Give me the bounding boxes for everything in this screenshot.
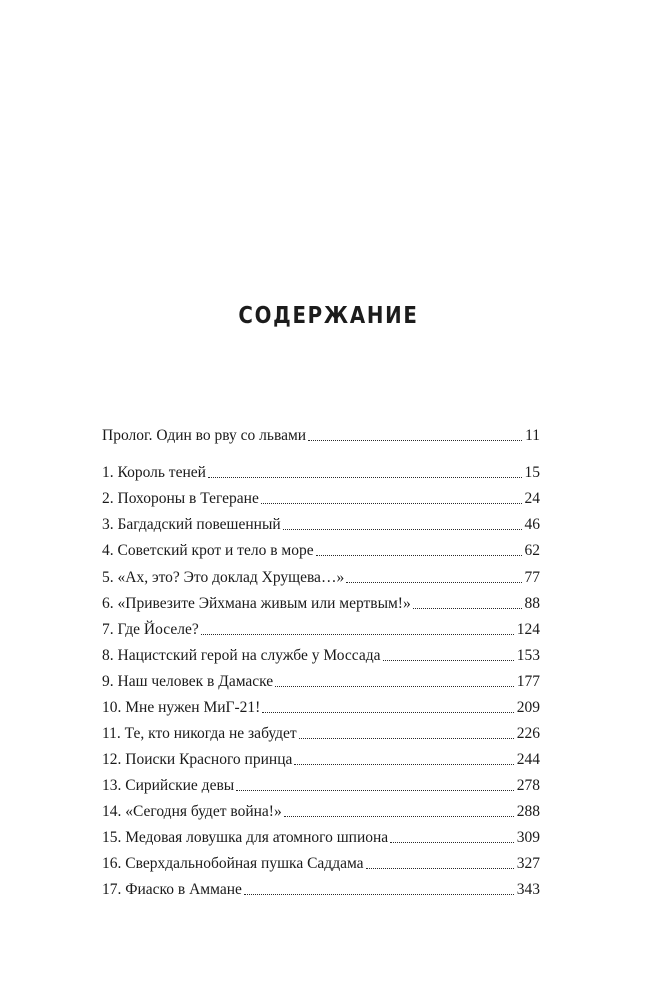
toc-entry-page: 226 xyxy=(516,725,540,742)
toc-entry-page: 209 xyxy=(516,699,540,716)
toc-entry-chapter-4[interactable] xyxy=(102,537,540,561)
page-title: СОДЕРЖАНИЕ xyxy=(238,303,419,329)
toc-entry-chapter-14[interactable] xyxy=(102,798,540,822)
toc-entry-chapter-8[interactable] xyxy=(102,642,540,666)
dot-leader xyxy=(390,842,514,843)
toc-entry-chapter-6[interactable] xyxy=(102,590,540,614)
dot-leader xyxy=(308,440,522,441)
toc-entry-chapter-10[interactable] xyxy=(102,694,540,718)
toc-entry-page: 124 xyxy=(516,621,540,638)
toc-entry-page: 177 xyxy=(516,673,540,690)
toc-entry-label: 8. Нацистский герой на службе у Моссада xyxy=(102,647,381,664)
toc-entry-label: 17. Фиаско в Аммане xyxy=(102,881,242,898)
toc-entry-page: 62 xyxy=(524,542,540,559)
dot-leader xyxy=(299,738,514,739)
dot-leader xyxy=(208,477,522,478)
toc-entry-page: 244 xyxy=(516,751,540,768)
dot-leader xyxy=(275,686,514,687)
toc-entry-chapter-11[interactable] xyxy=(102,720,540,744)
dot-leader xyxy=(283,529,522,530)
dot-leader xyxy=(294,764,513,765)
dot-leader xyxy=(261,503,522,504)
toc-entry-page: 288 xyxy=(516,803,540,820)
toc-entry-label: 3. Багдадский повешенный xyxy=(102,516,281,533)
dot-leader xyxy=(316,555,522,556)
toc-entry-chapter-2[interactable] xyxy=(102,485,540,509)
toc-entry-page: 327 xyxy=(516,855,540,872)
dot-leader xyxy=(236,790,514,791)
toc-entry-page: 278 xyxy=(516,777,540,794)
dot-leader xyxy=(413,608,522,609)
dot-leader xyxy=(366,868,514,869)
toc-entry-label: 1. Король теней xyxy=(102,464,206,481)
toc-entry-label: Пролог. Один во рву со львами xyxy=(102,427,307,444)
toc-entry-label: 9. Наш человек в Дамаске xyxy=(102,673,274,690)
toc-entry-chapter-5[interactable] xyxy=(102,564,540,588)
toc-entry-page: 15 xyxy=(524,464,540,481)
toc-entry-chapter-12[interactable] xyxy=(102,746,540,770)
dot-leader xyxy=(262,712,513,713)
toc-entry-label: 12. Поиски Красного принца xyxy=(102,751,293,768)
dot-leader xyxy=(383,660,514,661)
toc-entry-label: 11. Те, кто никогда не забудет xyxy=(102,725,297,742)
toc-entry-page: 77 xyxy=(524,569,540,586)
toc-entry-chapter-16[interactable] xyxy=(102,850,540,874)
dot-leader xyxy=(244,894,514,895)
toc-entry-label: 13. Сирийские девы xyxy=(102,777,235,794)
toc-entry-label: 10. Мне нужен МиГ-21! xyxy=(102,699,261,716)
dot-leader xyxy=(346,582,521,583)
toc-entry-label: 14. «Сегодня будет война!» xyxy=(102,803,282,820)
toc-entry-label: 2. Похороны в Тегеране xyxy=(102,490,259,507)
toc-entry-chapter-3[interactable] xyxy=(102,511,540,535)
toc-entry-page: 88 xyxy=(524,595,540,612)
toc-entry-label: 5. «Ах, это? Это доклад Хрущева…» xyxy=(102,569,345,586)
toc-entry-chapter-1[interactable] xyxy=(102,459,540,483)
toc-entry-page: 11 xyxy=(525,427,540,444)
toc-entry-chapter-9[interactable] xyxy=(102,668,540,692)
toc-entry-chapter-7[interactable] xyxy=(102,616,540,640)
toc-entry-page: 343 xyxy=(516,881,540,898)
toc-entry-label: 6. «Привезите Эйхмана живым или мертвым!» xyxy=(102,595,411,612)
toc-entry-chapter-15[interactable] xyxy=(102,824,540,848)
toc-entry-label: 4. Советский крот и тело в море xyxy=(102,542,314,559)
dot-leader xyxy=(284,816,514,817)
toc-entry-page: 46 xyxy=(524,516,540,533)
toc-entry-page: 24 xyxy=(524,490,540,507)
toc-entry-page: 309 xyxy=(516,829,540,846)
toc-entry-page: 153 xyxy=(516,647,540,664)
toc-entry-prologue[interactable] xyxy=(102,422,540,446)
toc-entry-chapter-13[interactable] xyxy=(102,772,540,796)
toc-entry-chapter-17[interactable] xyxy=(102,876,540,900)
toc-entry-label: 15. Медовая ловушка для атомного шпиона xyxy=(102,829,389,846)
toc-entry-label: 16. Сверхдальнобойная пушка Саддама xyxy=(102,855,364,872)
dot-leader xyxy=(201,634,514,635)
toc-entry-label: 7. Где Йоселе? xyxy=(102,621,199,638)
